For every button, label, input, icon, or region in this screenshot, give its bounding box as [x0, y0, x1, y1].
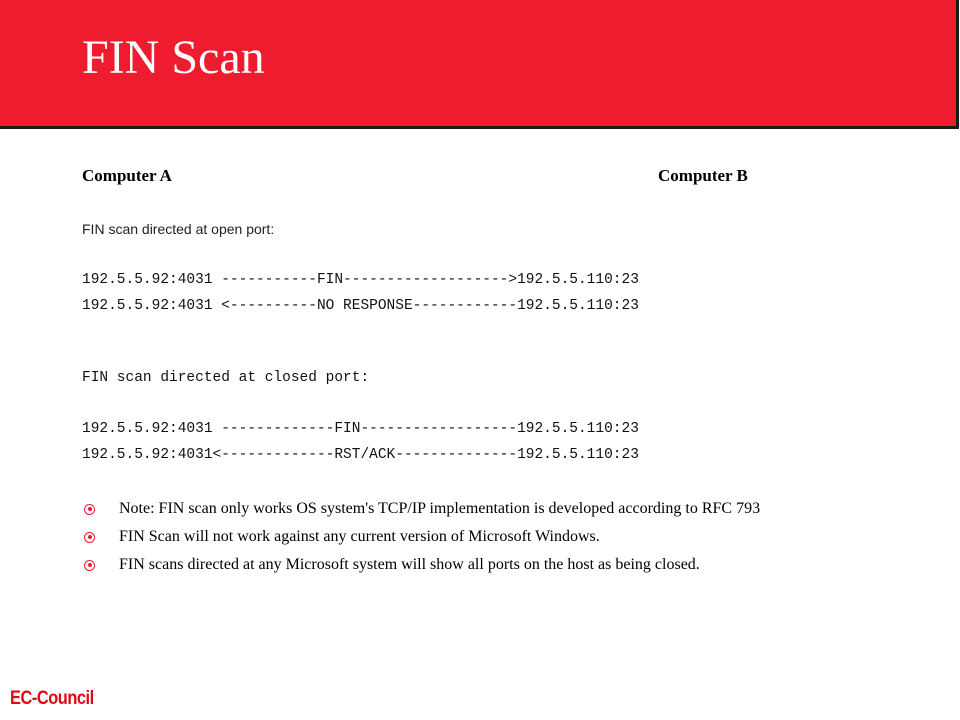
note-text: FIN Scan will not work against any current version of Microsoft Windows.: [119, 528, 600, 545]
circle-bullet-icon: [84, 560, 95, 571]
computer-b-label: Computer B: [658, 166, 748, 185]
closed-port-line: 192.5.5.92:4031<-------------RST/ACK--------------192.5.5.110:23: [82, 447, 639, 463]
closed-port-heading: FIN scan directed at closed port:: [82, 370, 370, 386]
circle-bullet-icon: [84, 532, 95, 543]
circle-bullet-icon: [84, 504, 95, 515]
notes-list: [82, 495, 760, 579]
note-text: Note: FIN scan only works OS system's TCP/IP implementation is developed according to RFC 793: [119, 500, 761, 517]
note-text: FIN scans directed at any Microsoft system will show all ports on the host as being closed.: [119, 556, 700, 573]
slide-title: FIN Scan: [82, 31, 265, 84]
open-port-heading: FIN scan directed at open port:: [82, 221, 275, 237]
open-port-line: 192.5.5.92:4031 -----------FIN------------------->192.5.5.110:23: [82, 272, 639, 288]
list-item: [82, 495, 760, 523]
computer-a-label: Computer A: [82, 166, 172, 185]
list-item: [82, 551, 760, 579]
ec-council-logo: EC-Council: [10, 688, 94, 709]
list-item: [82, 523, 760, 551]
open-port-line: 192.5.5.92:4031 <----------NO RESPONSE------------192.5.5.110:23: [82, 298, 639, 314]
closed-port-line: 192.5.5.92:4031 -------------FIN------------------192.5.5.110:23: [82, 421, 639, 437]
